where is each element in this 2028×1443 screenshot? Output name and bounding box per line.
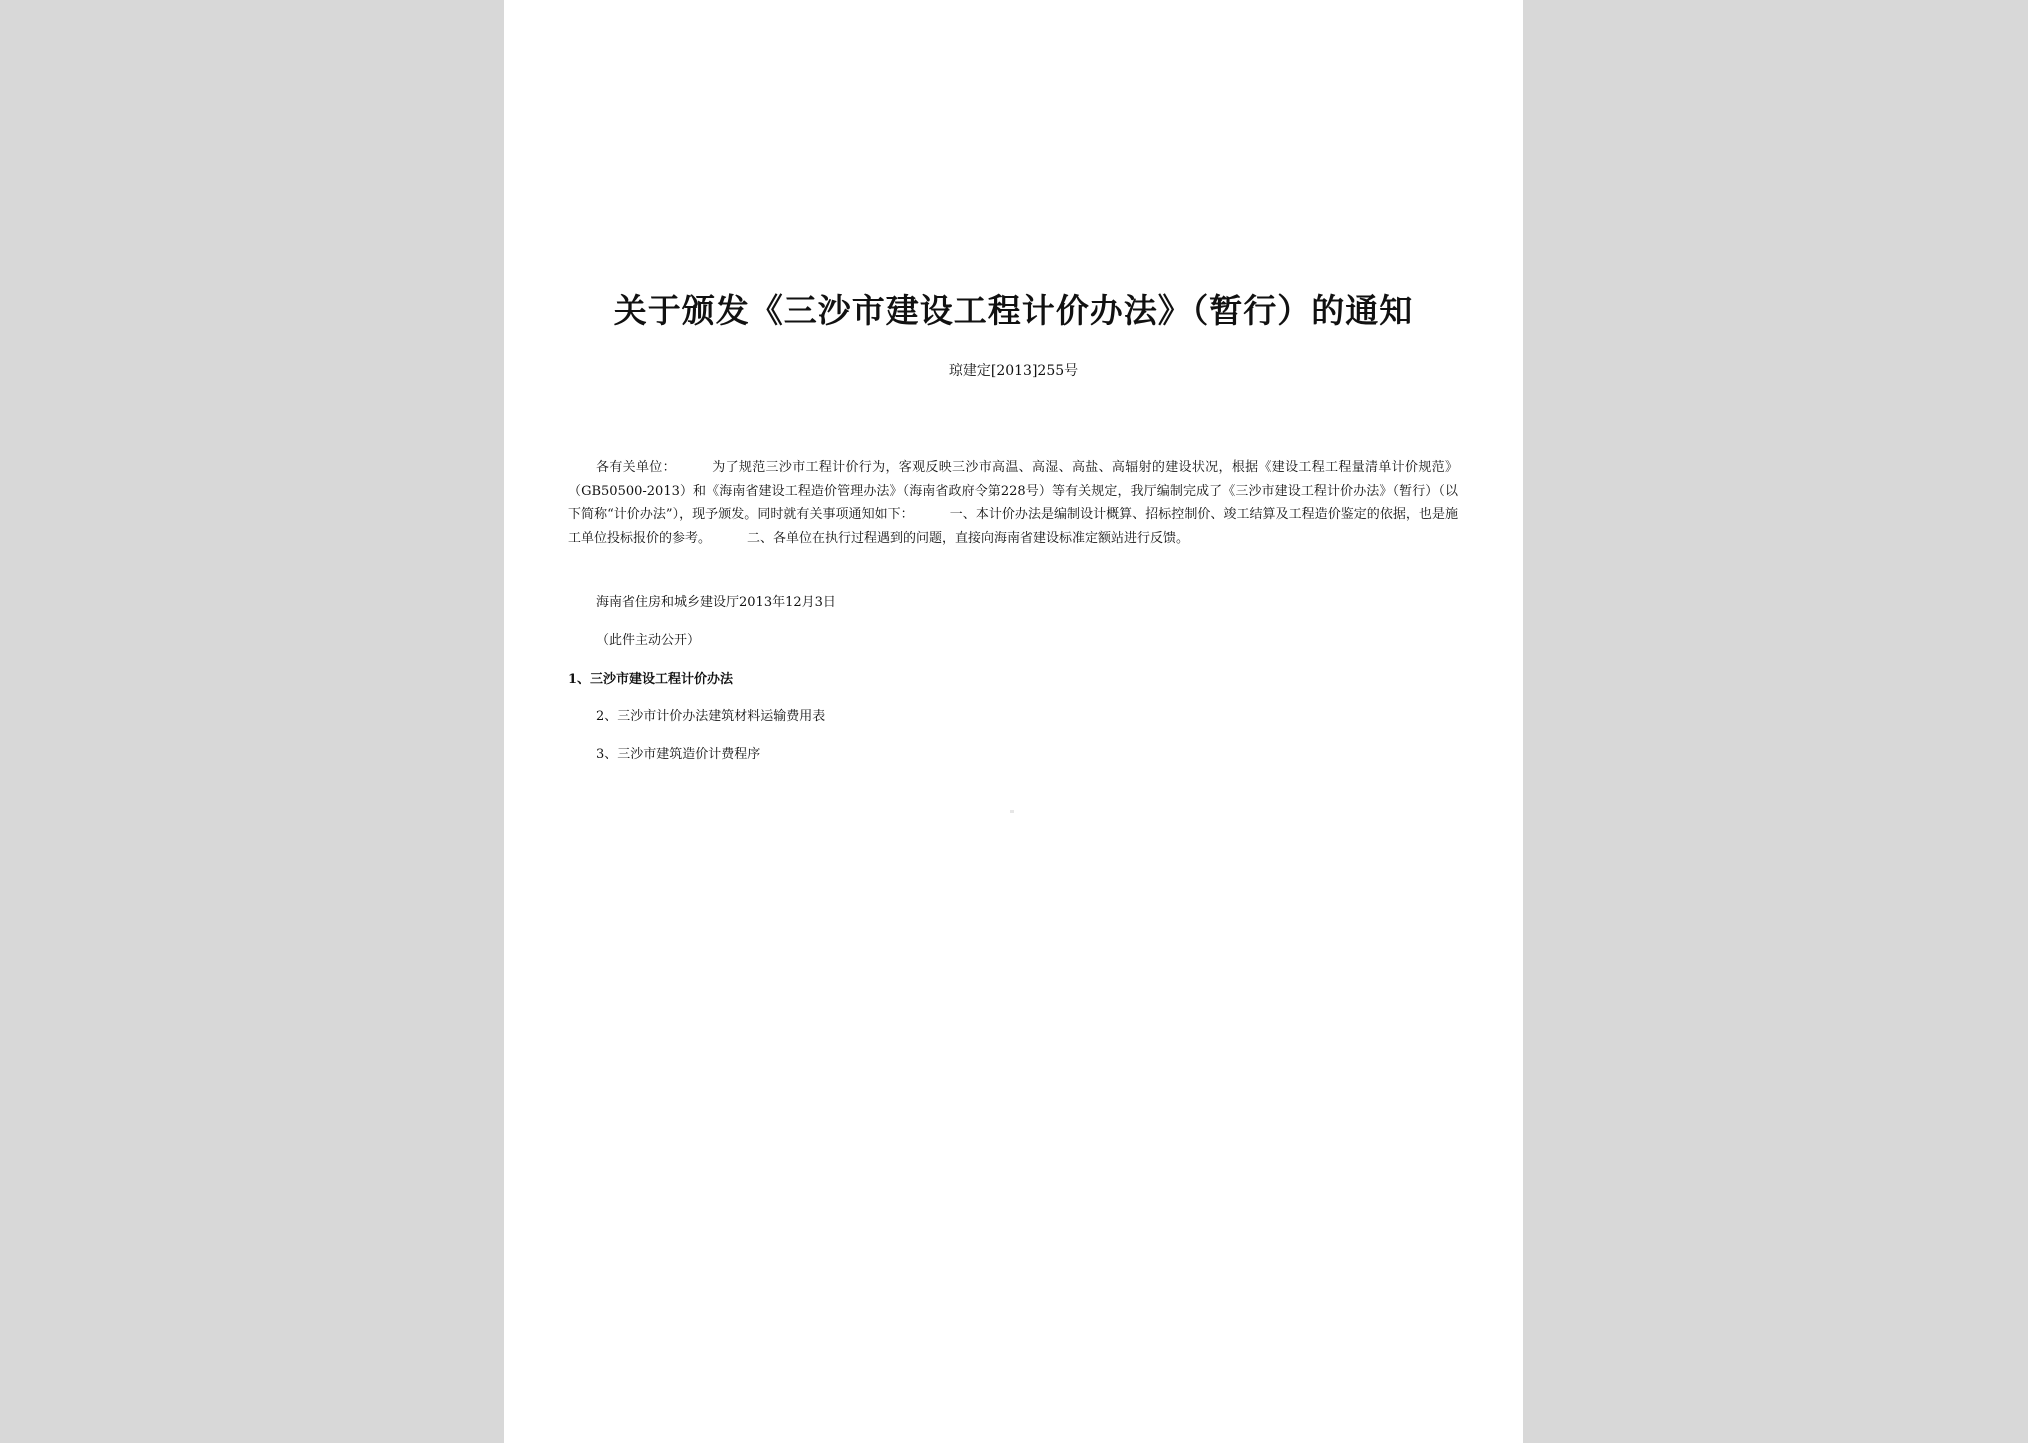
- paragraph-intro: 为了规范三沙市工程计价行为，客观反映三沙市高温、高湿、高盐、高辐射的建设状况，根据《建设工程工程量清单计价规范》（GB50500-2013）和《海南省建设工程造价管理办法》（海南省政府令第228号）等有关规定，我厅编制完成了《三沙市建设工程计价办法》（暂行）（以下简称“计价办法”），现予颁发。同时就有关事项通知如下：: [568, 460, 1458, 522]
- attachment-item-2: 2、三沙市计价办法建筑材料运输费用表: [596, 709, 826, 724]
- document-page: [504, 0, 1523, 1443]
- attachment-item-1: 1、三沙市建设工程计价办法: [568, 672, 734, 687]
- document-title: 关于颁发《三沙市建设工程计价办法》（暂行）的通知: [613, 291, 1414, 330]
- public-note: （此件主动公开）: [596, 633, 701, 648]
- document-number: 琼建定[2013]255号: [948, 363, 1079, 379]
- attachment-item-3: 3、三沙市建筑造价计费程序: [596, 747, 761, 762]
- issuer-signature: 海南省住房和城乡建设厅2013年12月3日: [596, 595, 836, 610]
- scan-speck: [1010, 810, 1014, 813]
- notice-item-2: 二、各单位在执行过程遇到的问题，直接向海南省建设标准定额站进行反馈。: [747, 530, 1190, 546]
- body-paragraph: [568, 456, 1458, 550]
- salutation: 各有关单位：: [596, 460, 676, 475]
- notice-item-1: 一、本计价办法是编制设计概算、招标控制价、竣工结算及工程造价鉴定的依据，也是施工单位投标报价的参考。: [568, 507, 1458, 546]
